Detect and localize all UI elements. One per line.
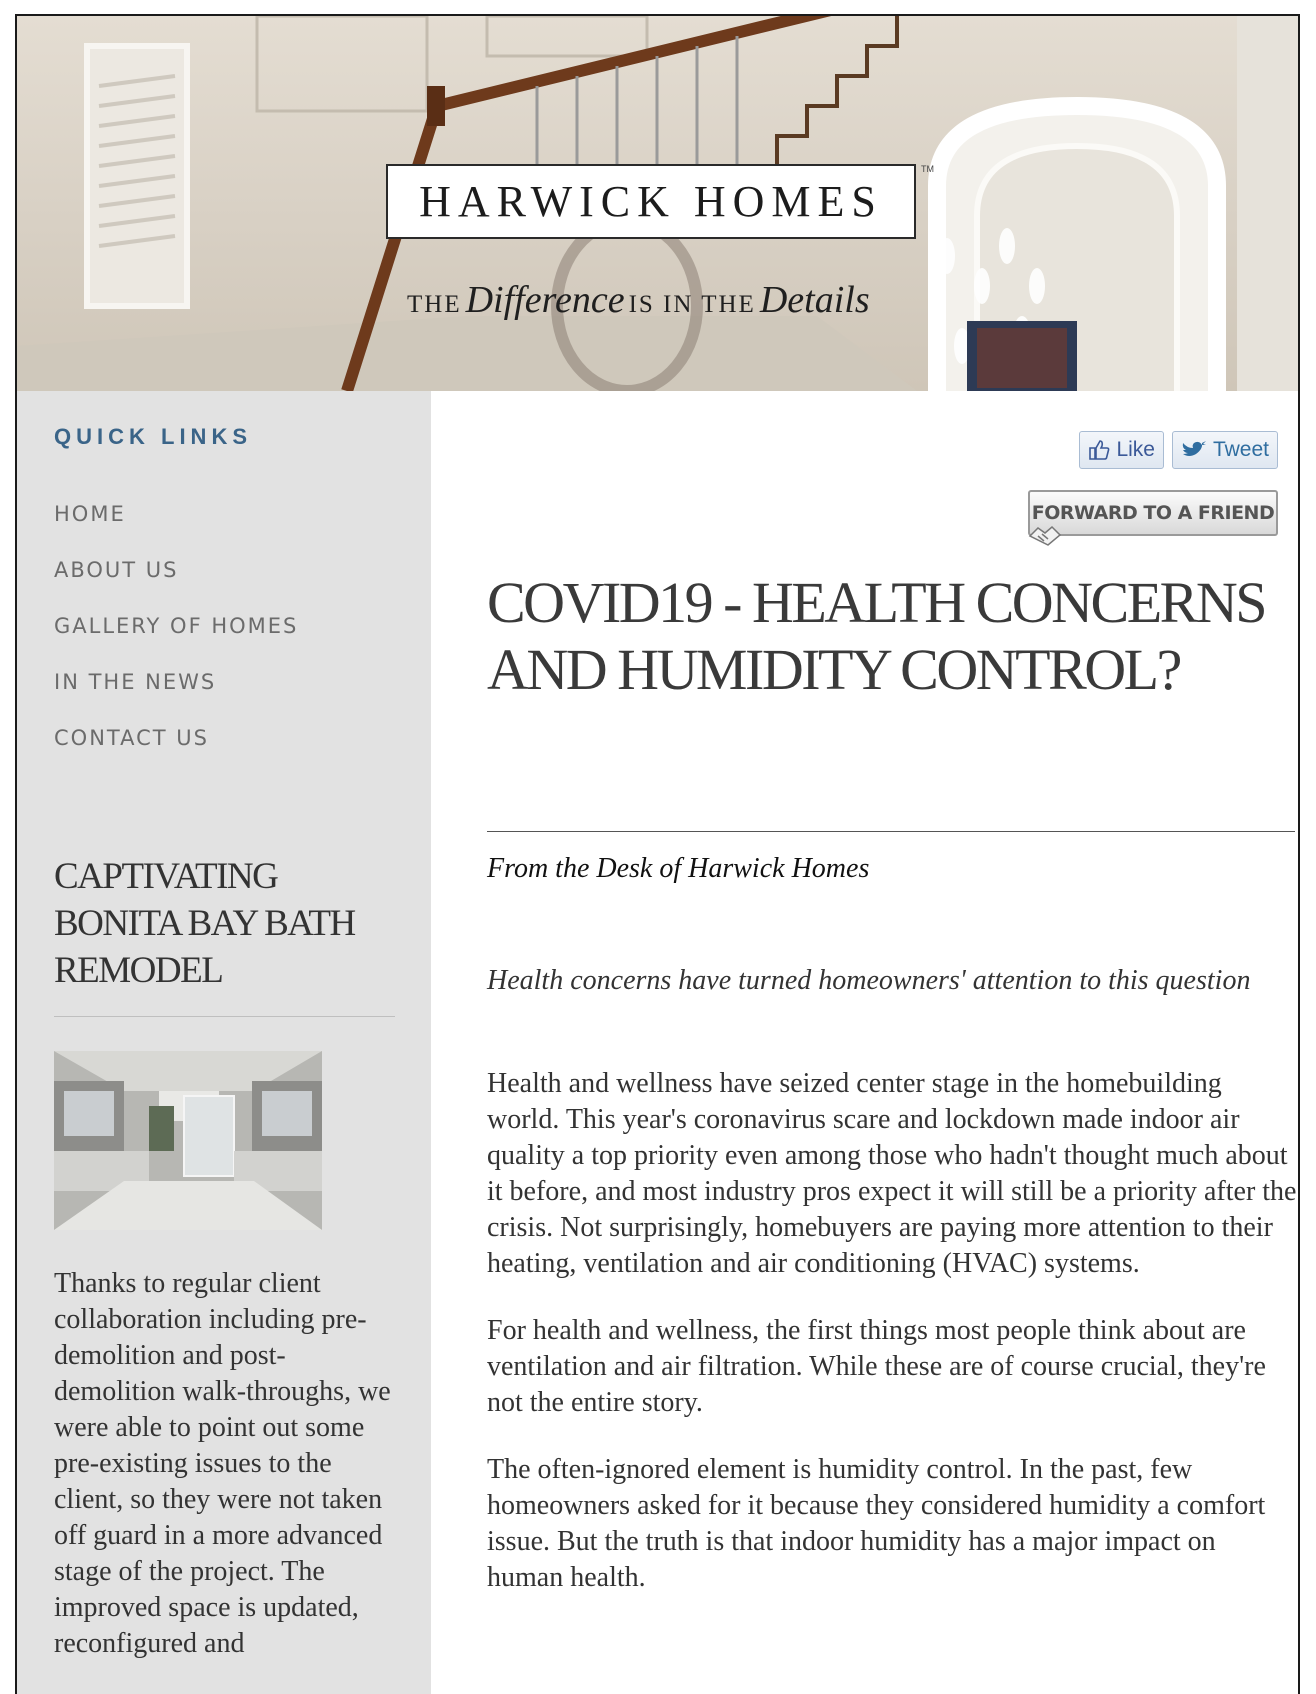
article-paragraph: For health and wellness, the first things most people think about are ventilation and air filtration. While these are of course crucial, they're not the entire story. — [487, 1315, 1266, 1418]
facebook-like-button[interactable]: Like — [1079, 431, 1164, 469]
sidebar-divider — [54, 1016, 395, 1017]
feature-title: CAPTIVATING BONITA BAY BATH REMODEL — [54, 856, 355, 991]
feature-description: Thanks to regular client collaboration including pre-demolition and post-demolition walk-throughs, we were able to point out some pre-existing issues to the client, so they were not taken off guard in a more advanced stage of the project. The improved space is updated, reconfigured and — [54, 1268, 391, 1659]
article-title: COVID19 - HEALTH CONCERNS AND HUMIDITY CONTROL? — [487, 570, 1265, 702]
nav-link-gallery-of-homes[interactable]: GALLERY OF HOMES — [54, 614, 299, 638]
twitter-tweet-button[interactable]: Tweet — [1172, 431, 1278, 469]
social-buttons — [1079, 431, 1278, 469]
newsletter-frame — [15, 14, 1300, 1694]
article-paragraph: Health and wellness have seized center stage in the homebuilding world. This year's coronavirus scare and lockdown made indoor air quality a top priority even among those who hadn't thought much about it before, and most industry pros expect it will still be a priority after the crisis. Not surprisingly, homebuyers are paying more attention to their heating, ventilation and air conditioning (HVAC) systems. — [487, 1068, 1297, 1279]
main-content — [431, 391, 1298, 1694]
forward-to-friend-button[interactable]: FORWARD TO A FRIEND — [1028, 490, 1278, 536]
quick-links-title: QUICK LINKS — [54, 424, 252, 449]
trademark-mark: TM — [921, 164, 934, 174]
brand-name: HARWICK HOMES — [419, 177, 883, 226]
header-banner — [17, 16, 1298, 391]
bath-remodel-photo[interactable] — [54, 1051, 322, 1230]
nav-link-contact-us[interactable]: CONTACT US — [54, 726, 209, 750]
article-byline: From the Desk of Harwick Homes — [487, 853, 870, 884]
brand-tagline: THE Difference IS IN THE Details — [407, 279, 870, 321]
nav-link-in-the-news[interactable]: IN THE NEWS — [54, 670, 217, 694]
title-divider — [487, 831, 1295, 832]
thumbs-up-icon — [1088, 439, 1110, 461]
article-subhead: Health concerns have turned homeowners' attention to this question — [487, 965, 1251, 996]
nav-link-home[interactable]: HOME — [54, 502, 126, 526]
article-paragraph: The often-ignored element is humidity control. In the past, few homeowners asked for it because they considered humidity a comfort issue. But the truth is that indoor humidity has a major impact on human health. — [487, 1454, 1266, 1593]
brand-logo — [386, 164, 916, 239]
nav-link-about-us[interactable]: ABOUT US — [54, 558, 179, 582]
twitter-bird-icon — [1181, 440, 1207, 460]
sidebar — [17, 391, 431, 1694]
quick-links-nav — [54, 499, 298, 779]
article-body — [487, 1066, 1297, 1627]
handshake-icon — [1028, 522, 1062, 548]
